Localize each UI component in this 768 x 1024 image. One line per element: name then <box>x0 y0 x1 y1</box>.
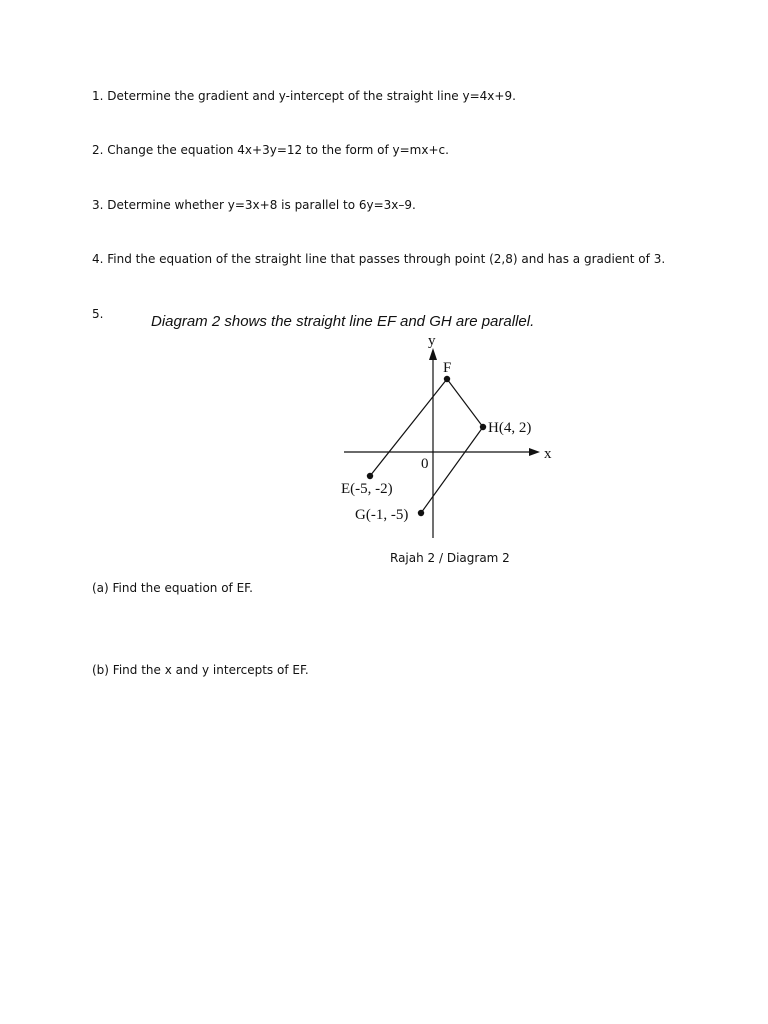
point-e <box>367 473 373 479</box>
line-fh <box>447 379 483 427</box>
diagram-caption: Rajah 2 / Diagram 2 <box>390 551 510 565</box>
axis-x-label: x <box>544 446 552 462</box>
origin-label: 0 <box>421 456 429 472</box>
question-2: 2. Change the equation 4x+3y=12 to the form of y=mx+c. <box>92 143 449 157</box>
label-h: H(4, 2) <box>488 420 532 436</box>
axis-y-label: y <box>428 333 436 349</box>
y-axis-arrow <box>429 348 437 360</box>
line-ef <box>370 379 447 476</box>
point-g <box>418 510 424 516</box>
diagram-svg <box>330 330 570 545</box>
coordinate-diagram <box>330 330 570 545</box>
line-gh <box>421 427 483 513</box>
label-g: G(-1, -5) <box>355 507 409 523</box>
question-3: 3. Determine whether y=3x+8 is parallel to 6y=3x–9. <box>92 198 416 212</box>
diagram-heading: Diagram 2 shows the straight line EF and GH are parallel. <box>151 313 535 330</box>
question-4: 4. Find the equation of the straight line that passes through point (2,8) and has a gradient of 3. <box>92 252 666 266</box>
question-1: 1. Determine the gradient and y-intercept of the straight line y=4x+9. <box>92 89 516 103</box>
label-f: F <box>443 360 452 376</box>
question-5a: (a) Find the equation of EF. <box>92 581 253 595</box>
label-e: E(-5, -2) <box>341 481 393 497</box>
point-f <box>444 376 450 382</box>
point-h <box>480 424 486 430</box>
question-5b: (b) Find the x and y intercepts of EF. <box>92 663 309 677</box>
question-5-number: 5. <box>92 307 104 321</box>
x-axis-arrow <box>529 448 540 456</box>
